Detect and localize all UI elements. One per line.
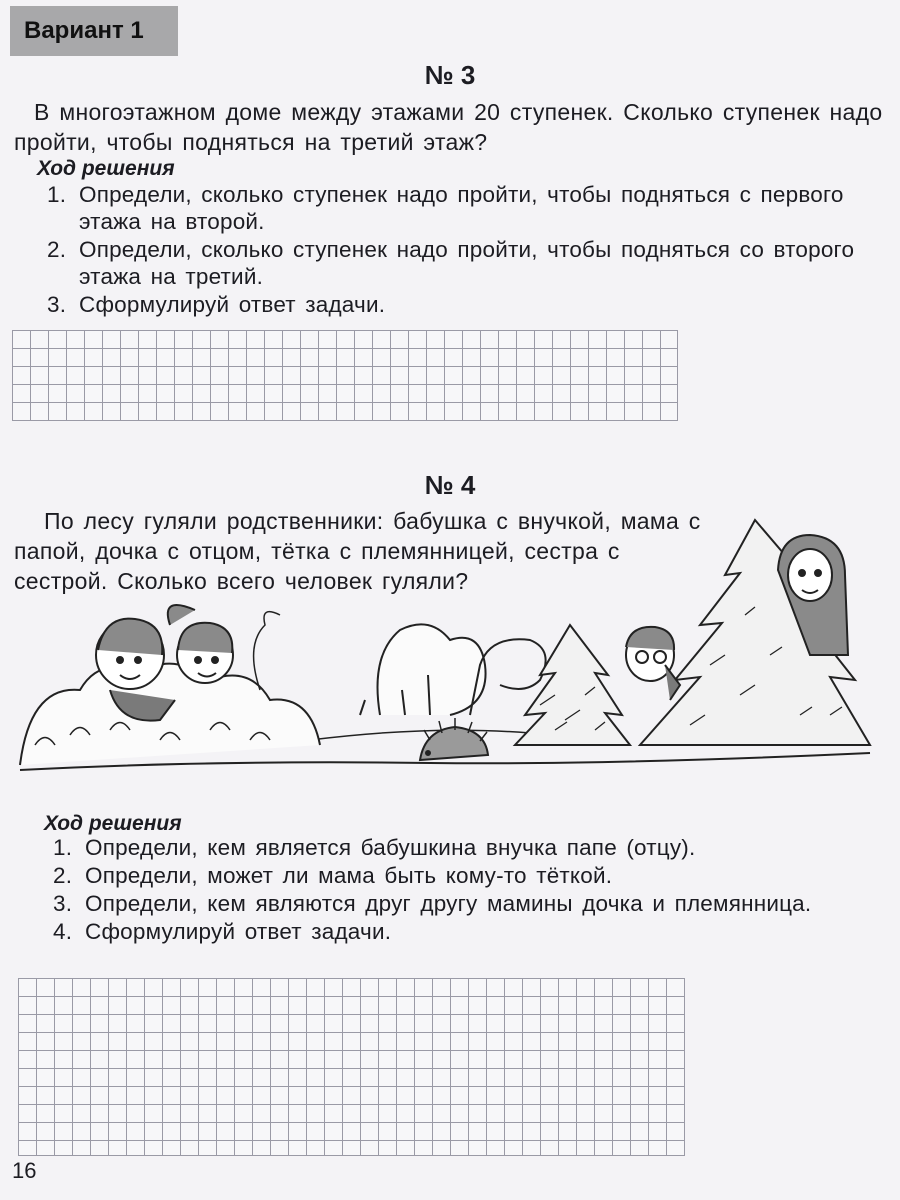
task4-answer-grid[interactable]	[18, 978, 685, 1156]
task3-step: 3. Сформулируй ответ задачи.	[47, 292, 386, 317]
task4-steps	[53, 834, 853, 946]
variant-label: Вариант 1	[10, 6, 178, 56]
task4-step: 1. Определи, кем является бабушкина внучка папе (отцу).	[53, 835, 696, 860]
task3-steps	[47, 181, 877, 319]
task3-text: В многоэтажном доме между этажами 20 ступенек. Сколько ступенек надо пройти, чтобы подняться на третий этаж?	[14, 99, 883, 155]
task4-text: По лесу гуляли родственники: бабушка с внучкой, мама с папой, дочка с отцом, тётка с племянницей, сестра с сестрой. Сколько всего человек гуляли?	[14, 508, 701, 594]
task4-step: 2. Определи, может ли мама быть кому-то тёткой.	[53, 863, 613, 888]
task3-answer-grid[interactable]	[12, 330, 678, 421]
task3-step: 2. Определи, сколько ступенек надо пройти, чтобы подняться со второго этажа на третий.	[47, 237, 855, 289]
task4-solution-title: Ход решения	[44, 812, 182, 835]
task3-solution-title: Ход решения	[37, 157, 175, 180]
page-number: 16	[12, 1158, 37, 1183]
task4-number: № 4	[424, 470, 476, 500]
forest-illustration	[10, 515, 880, 800]
task4-step: 3. Определи, кем являются друг другу мамины дочка и племянница.	[53, 891, 812, 916]
task3-step: 1. Определи, сколько ступенек надо пройти, чтобы подняться с первого этажа на второй.	[47, 182, 844, 234]
task4-step: 4. Сформулируй ответ задачи.	[53, 919, 392, 944]
task3-number: № 3	[424, 60, 476, 90]
